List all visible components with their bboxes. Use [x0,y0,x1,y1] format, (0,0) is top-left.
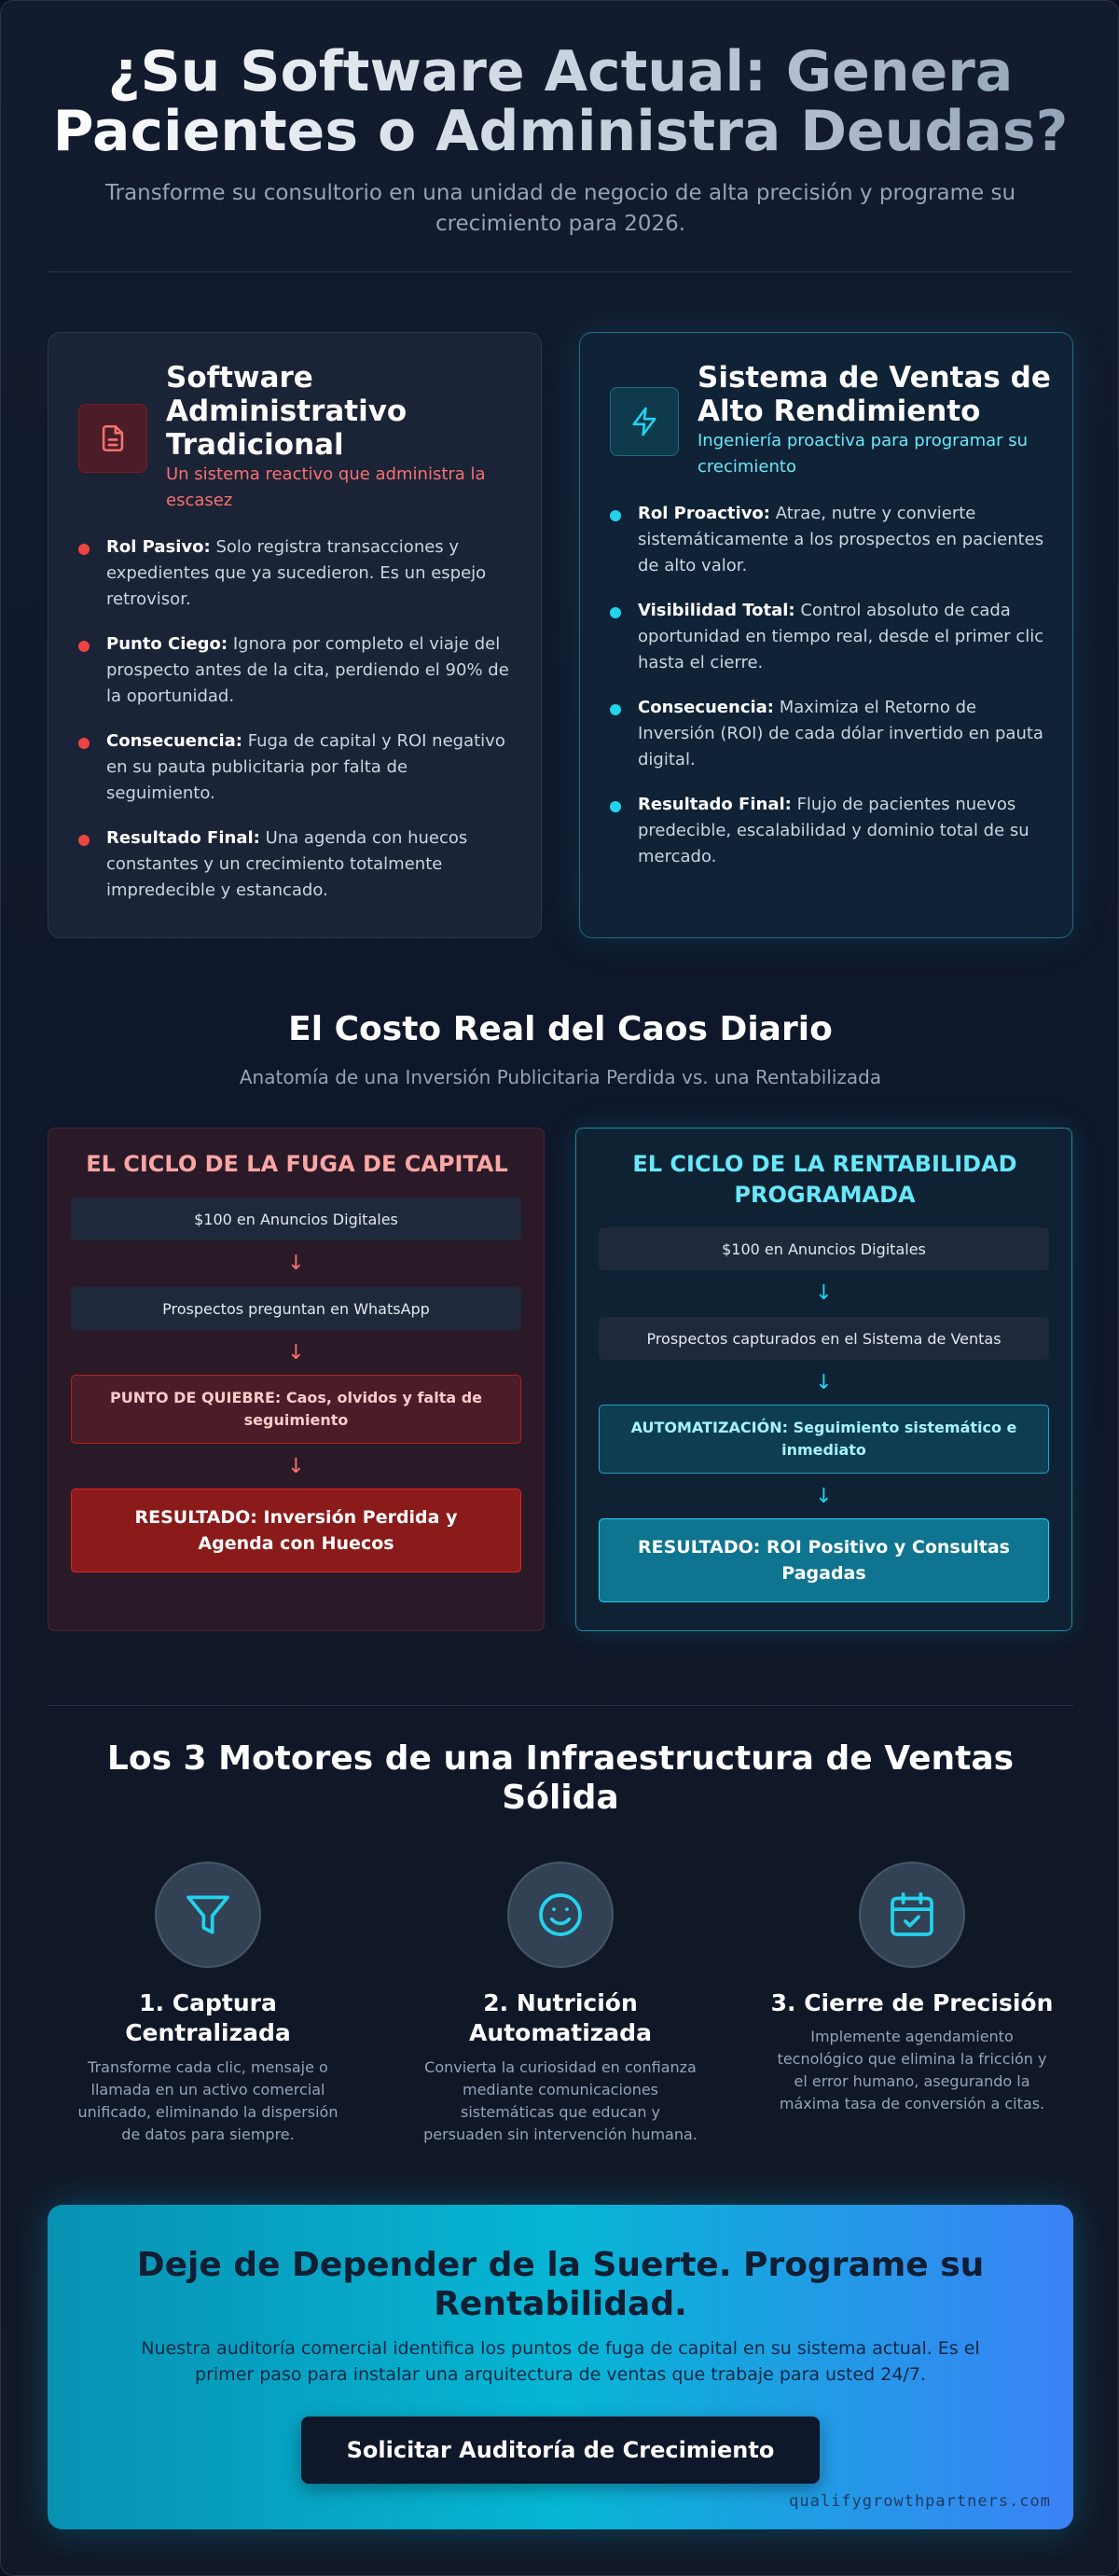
profit-step-ads: $100 en Anuncios Digitales [599,1227,1049,1270]
bullet-dot [610,704,621,715]
arrow-down-icon: ↓ [287,1341,305,1364]
list-item: Consecuencia: Maximiza el Retorno de Inversión (ROI) de cada dólar invertido en pauta digital. [610,695,1048,773]
bullet-dot [78,835,90,846]
chaos-section-subtitle: Anatomía de una Inversión Publicitaria Perdida vs. una Rentabilizada [239,1066,882,1088]
engine-description: Transforme cada clic, mensaje o llamada en un activo comercial unificado, eliminando la dispersión de datos para siempre. [77,2058,338,2143]
list-item: Resultado Final: Flujo de pacientes nuevos predecible, escalabilidad y dominio total de su mercado. [610,792,1048,870]
traditional-software-card [48,332,542,938]
traditional-points-list [78,534,517,922]
engine-description: Convierta la curiosidad en confianza mediante comunicaciones sistemáticas que educan y persuaden sin intervención humana. [423,2058,698,2143]
list-item: Visibilidad Total: Control absoluto de cada oportunidad en tiempo real, desde el primer clic hasta el cierre. [610,598,1048,676]
bullet-dot [610,510,621,521]
divider [48,1705,1073,1706]
bullet-dot [610,607,621,618]
loss-step-ads: $100 en Anuncios Digitales [71,1198,521,1240]
lightning-icon [610,387,679,456]
arrow-down-icon: ↓ [815,1371,833,1394]
funnel-icon [155,1862,261,1968]
bullet-dot [78,544,90,555]
divider [48,271,1073,272]
cta-text: Nuestra auditoría comercial identifica los puntos de fuga de capital en su sistema actual. Es el primer paso para instalar una arquitectura de ventas que trabaje para usted 24/7. [141,2338,980,2385]
sales-system-card [579,332,1073,938]
sales-card-subtitle: Ingeniería proactiva para programar su crecimiento [698,431,1029,477]
traditional-card-title: Software Administrativo Tradicional [166,361,408,462]
arrow-down-icon: ↓ [815,1485,833,1508]
page-subtitle: Transforme su consultorio en una unidad de negocio de alta precisión y programe su crecimiento para 2026. [104,181,1016,236]
bullet-dot [78,641,90,652]
cta-title: Deje de Depender de la Suerte. Programe su Rentabilidad. [136,2246,985,2323]
sales-points-list [610,501,1048,889]
profit-cycle [575,1128,1072,1631]
page-title: ¿Su Software Actual: Genera Pacientes o Administra Deudas? [48,42,1073,161]
loss-result: RESULTADO: Inversión Perdida y Agenda con Huecos [71,1489,521,1572]
profit-step-captured: Prospectos capturados en el Sistema de Ventas [599,1317,1049,1360]
engines-section-title: Los 3 Motores de una Infraestructura de Ventas Sólida [106,1739,1015,1817]
loss-step-breaking-point: PUNTO DE QUIEBRE: Caos, olvidos y falta de seguimiento [71,1375,521,1444]
loss-cycle-title: EL CICLO DE LA FUGA DE CAPITAL [86,1151,508,1177]
engine-title: 2. Nutrición Automatizada [469,1989,652,2046]
capital-loss-cycle [48,1128,545,1631]
list-item: Rol Proactivo: Atrae, nutre y convierte sistemáticamente a los prospectos en pacientes de alto valor. [610,501,1048,579]
smile-icon [507,1862,614,1968]
bullet-dot [610,801,621,812]
arrow-down-icon: ↓ [287,1252,305,1275]
header [48,39,1073,240]
chaos-section-title: El Costo Real del Caos Diario [288,1010,833,1048]
list-item: Punto Ciego: Ignora por completo el viaje del prospecto antes de la cita, perdiendo el 90% de la oportunidad. [78,631,517,710]
list-item: Resultado Final: Una agenda con huecos constantes y un crecimiento totalmente impredecible y estancado. [78,825,517,904]
calendar-check-icon [859,1862,965,1968]
request-audit-button[interactable]: Solicitar Auditoría de Crecimiento [301,2417,820,2484]
profit-step-automation: AUTOMATIZACIÓN: Seguimiento sistemático e inmediato [599,1405,1049,1474]
document-icon [78,404,147,473]
bullet-dot [78,738,90,749]
cta-panel [48,2205,1073,2529]
arrow-down-icon: ↓ [287,1455,305,1478]
website-url: qualifygrowthpartners.com [789,2492,1051,2511]
arrow-down-icon: ↓ [815,1281,833,1305]
sales-card-title: Sistema de Ventas de Alto Rendimiento [698,361,1051,428]
list-item: Consecuencia: Fuga de capital y ROI negativo en su pauta publicitaria por falta de seguimiento. [78,728,517,807]
traditional-card-subtitle: Un sistema reactivo que administra la escasez [166,464,486,510]
list-item: Rol Pasivo: Solo registra transacciones y expedientes que ya sucedieron. Es un espejo retrovisor. [78,534,517,613]
profit-cycle-title: EL CICLO DE LA RENTABILIDAD PROGRAMADA [632,1151,1017,1208]
engine-description: Implemente agendamiento tecnológico que elimina la fricción y el error humano, asegurando la máxima tasa de conversión a citas. [777,2028,1047,2112]
engine-title: 3. Cierre de Precisión [770,1989,1054,2016]
engine-title: 1. Captura Centralizada [125,1989,291,2046]
loss-step-whatsapp: Prospectos preguntan en WhatsApp [71,1287,521,1330]
profit-result: RESULTADO: ROI Positivo y Consultas Pagadas [599,1518,1049,1602]
